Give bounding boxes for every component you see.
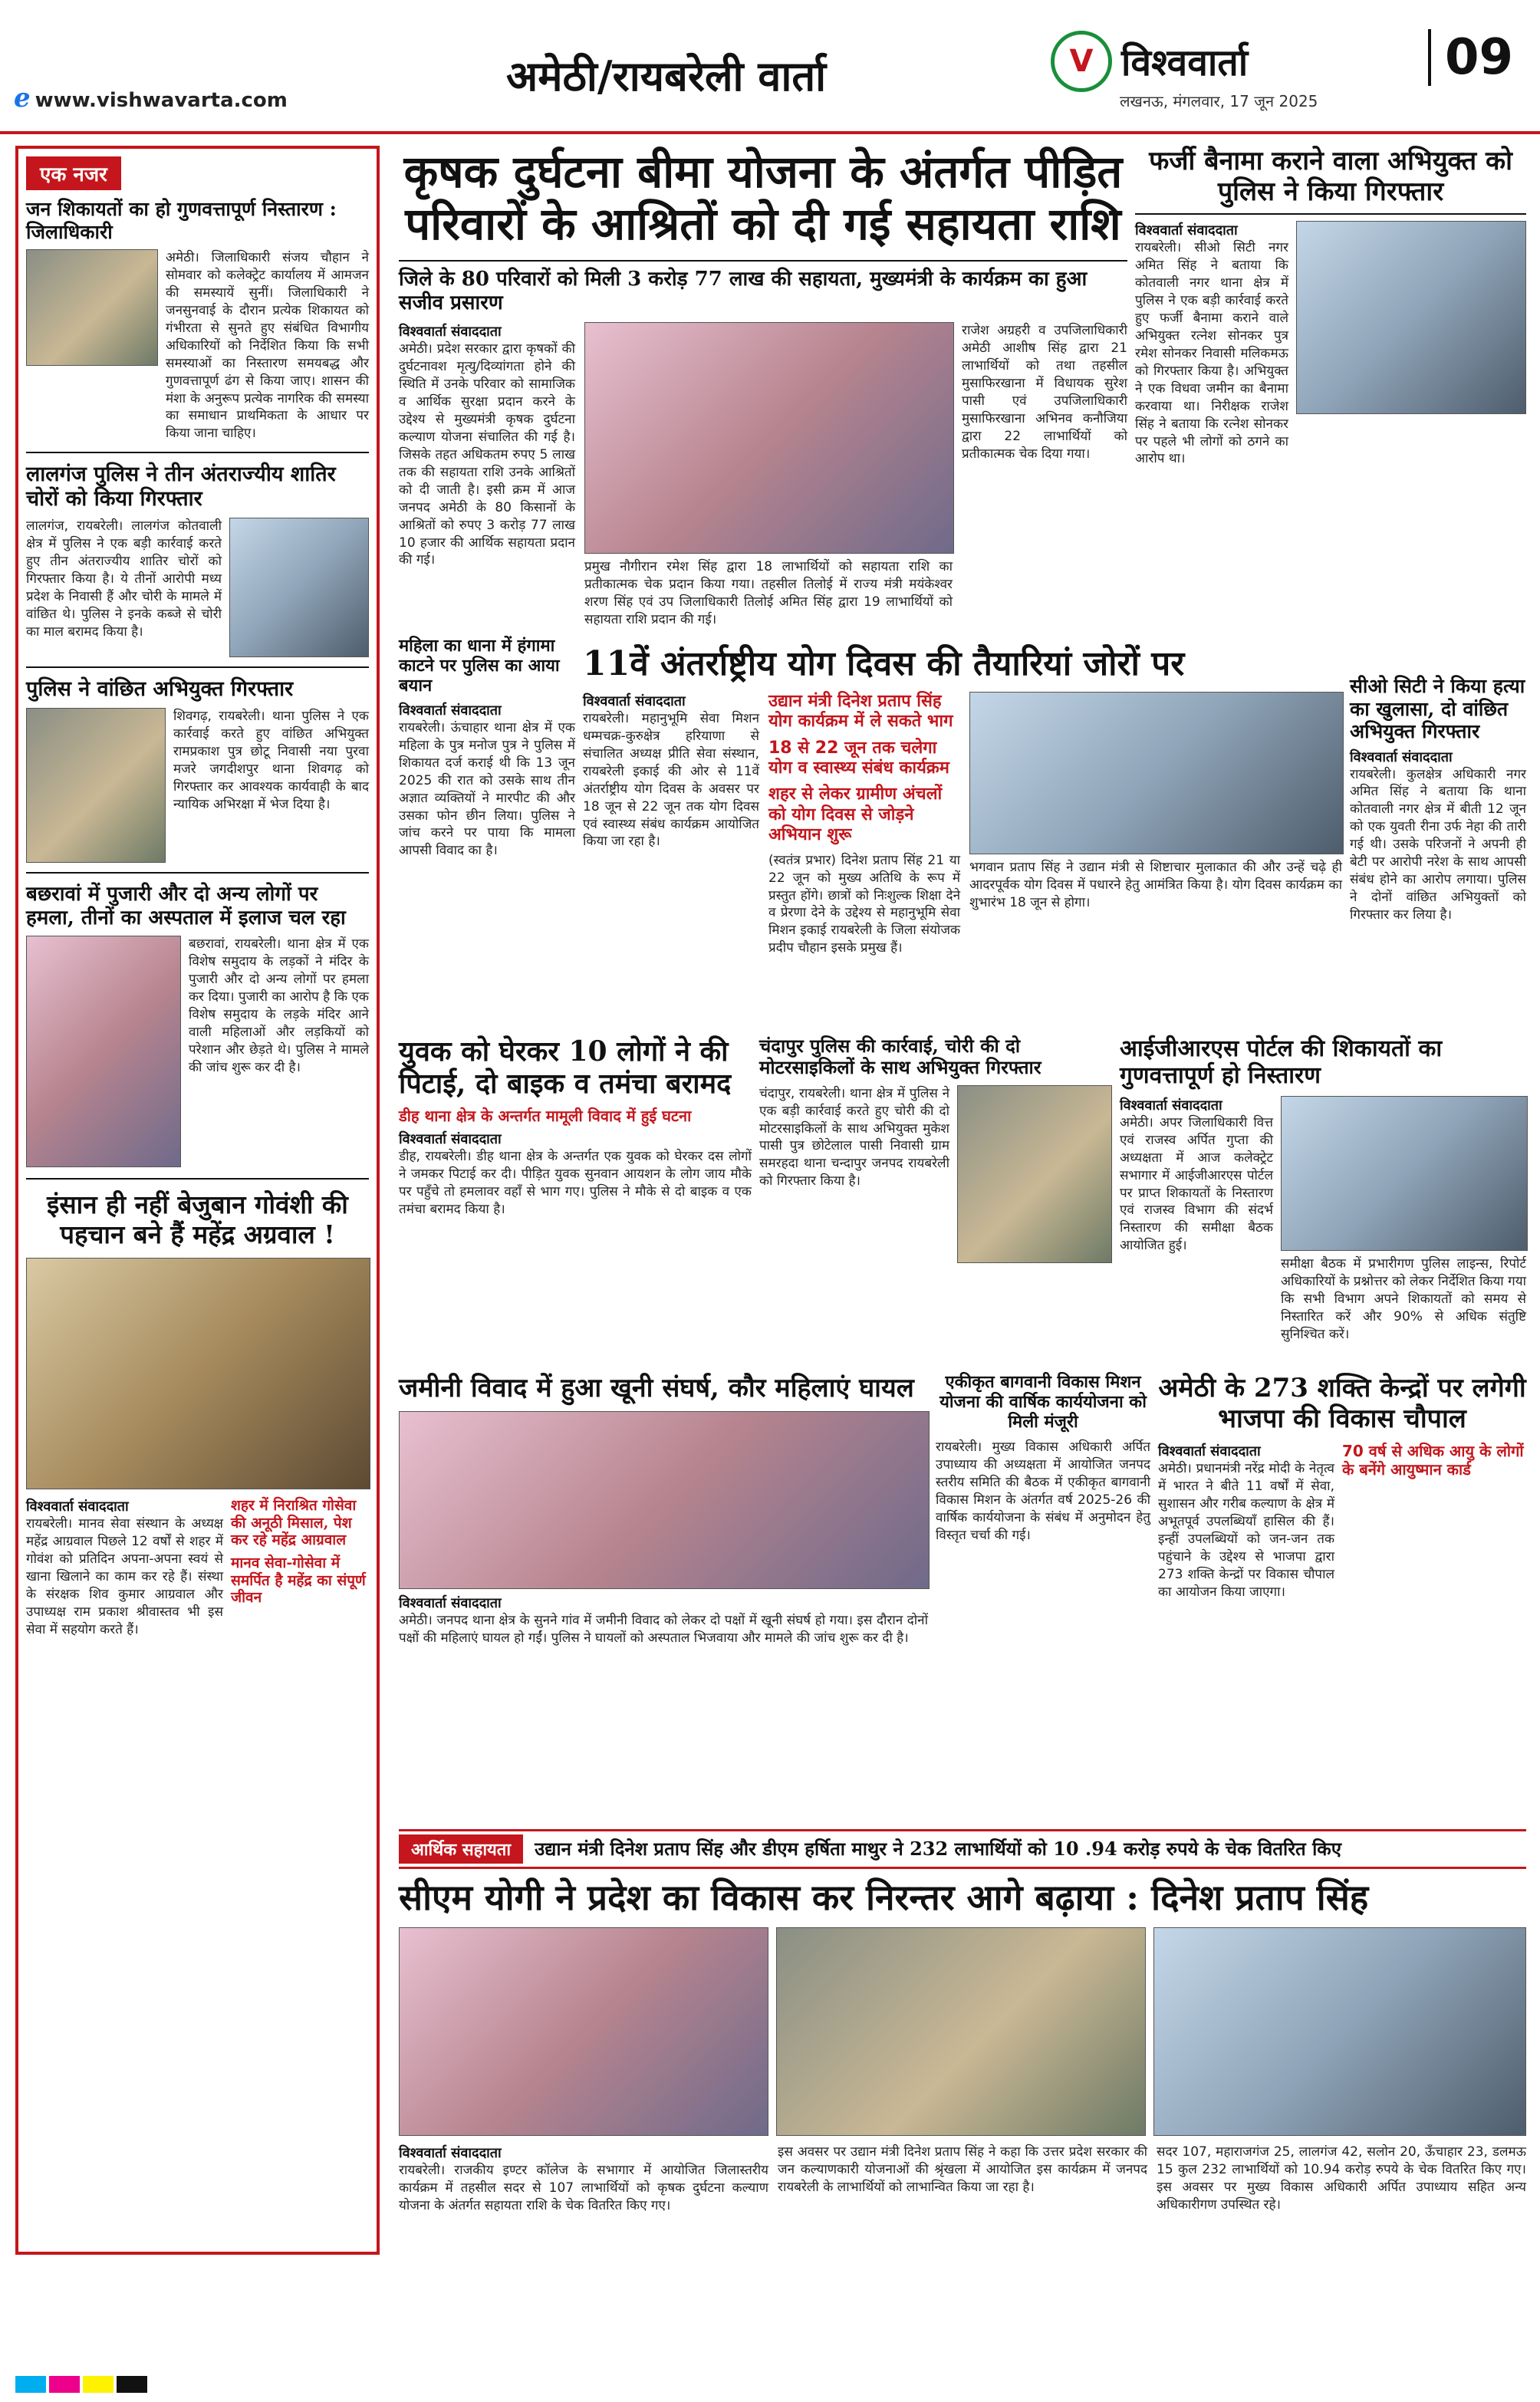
- magenta-swatch: [49, 2376, 80, 2393]
- bottom-headline: सीएम योगी ने प्रदेश का विकास कर निरन्तर आगे बढ़ाया : दिनेश प्रताप सिंह: [399, 1877, 1369, 1918]
- news-title: जन शिकायतों का हो गुणवत्तापूर्ण निस्तारण : जिलाधिकारी: [26, 198, 337, 243]
- news-title: युवक को घेरकर 10 लोगों ने की पिटाई, दो बाइक व तमंचा बरामद: [399, 1035, 732, 1101]
- news-body: रायबरेली। मानव सेवा संस्थान के अध्यक्ष महेंद्र आग्रवाल पिछले 12 वर्षों से शहर में गोवंश को प्रतिदिन अपना-अपना स्वयं से खाना खिलाने का काम कर रहे हैं। संस्था के संरक्षक शिव कुमार आग्रवाल और उपाध्यक्ष राम प्रकाश श्रीवास्तव भी इस सेवा में सहयोग करते हैं।: [26, 1516, 223, 1637]
- subhead-bullet: डीह थाना क्षेत्र के अन्तर्गत मामूली विवाद में हुई घटना: [399, 1106, 692, 1125]
- black-swatch: [117, 2376, 147, 2393]
- news-body: अमेठी। प्रदेश सरकार द्वारा कृषकों की दुर्घटनावश मृत्यु/दिव्यांगता होने की स्थिति में उनके परिवार को सामाजिक व आर्थिक सुरक्षा प्रदान करने के उद्देश्य से मुख्यमंत्री कृषक दुर्घटना कल्याण योजना संचालित की गई है। जिसके तहत अधिकतम रुपए 5 लाख तक की सहायता राशि उनके आश्रितों को दी जाती है। इसी क्रम में आज जनपद अमेठी के 80 किसानों के आश्रितों को रुपए 3 करोड़ 77 लाख 10 हजार की आर्थिक सहायता प्रदान की गई।: [399, 341, 575, 568]
- banner-text: उद्यान मंत्री दिनेश प्रताप सिंह और डीएम हर्षिता माथुर ने 232 लाभार्थियों को 10 .94 करोड़ रुपये के चेक वितरित किए: [535, 1838, 1342, 1860]
- news-body: अमेठी। अपर जिलाधिकारी वित्त एवं राजस्व अर्पित गुप्ता की अध्यक्षता में आज कलेक्ट्रेट सभागार में आईजीआरएस पोर्टल पर प्राप्त शिकायतों के निस्तारण एवं राजस्व विभाग की संदर्भ निस्तारण की समीक्षा बैठक आयोजित हुई।: [1120, 1114, 1273, 1254]
- news-body: बछरावां, रायबरेली। थाना क्षेत्र में एक विशेष समुदाय के लड़कों ने मंदिर के पुजारी और दो अन्य लोगों पर हमला कर दिया। पुजारी का आरोप है कि एक विशेष समुदाय के लड़के मंदिर आने वाली महिलाओं और लड़कियों को परेशान और छेड़ते थे। पुलिस ने मामले की जांच शुरू कर दी है।: [189, 936, 369, 1075]
- horti-story: [936, 1373, 1150, 1544]
- shakti-story: [1158, 1373, 1526, 1601]
- byline: विश्ववार्ता संवाददाता: [399, 324, 502, 341]
- logo-mark: V: [1051, 31, 1112, 92]
- yellow-swatch: [83, 2376, 114, 2393]
- news-body: रायबरेली। मुख्य विकास अधिकारी अर्पित उपाध्याय की अध्यक्षता में आयोजित जनपद स्तरीय समिति की बैठक में एकीकृत बागवानी विकास मिशन के अंतर्गत वर्ष 2025-26 की वार्षिक कार्ययोजना के संबंध में अनुमोदन हेतु विस्तृत चर्चा की गई।: [936, 1439, 1150, 1543]
- news-body: रायबरेली। सीओ सिटी नगर अमित सिंह ने बताया कि कोतवाली नगर थाना क्षेत्र में पुलिस ने एक बड़ी कार्रवाई करते हुए फर्जी बैनामा कराने वाले अभियुक्त रत्नेश सोनकर पुत्र रमेश सोनकर निवासी मलिकमऊ को गिरफ्तार किया है। अभियुक्त ने एक विधवा जमीन का बैनामा करवाया था। निरीक्षक राजेश सिंह ने बताया कि रत्नेश सोनकर पर पहले भी लोगों को ठगने का आरोप था।: [1135, 240, 1288, 467]
- news-body: अमेठी। जनपद थाना क्षेत्र के सुनने गांव में जमीनी विवाद को लेकर दो पक्षों में खूनी संघर्ष हो गया। इस दौरान दोनों पक्षों की महिलाएं घायल हो गईं। पुलिस ने घायलों को अस्पताल भिजवाया और मामले की जांच शुरू कर दी है।: [399, 1613, 928, 1647]
- fraud-story: [1135, 146, 1526, 468]
- news-title: फर्जी बैनामा कराने वाला अभियुक्त को पुलिस ने किया गिरफ्तार: [1149, 146, 1512, 208]
- theft-photo: [957, 1085, 1112, 1263]
- section-title: अमेठी/रायबरेली वार्ता: [506, 51, 827, 100]
- print-color-bar: [0, 2370, 1540, 2400]
- news-photo: [26, 249, 158, 366]
- cyan-swatch: [15, 2376, 46, 2393]
- news-photo: [229, 518, 369, 657]
- news-body: रायबरेली। ऊंचाहार थाना क्षेत्र में एक महिला के पुत्र मनोज पुत्र ने पुलिस में शिकायत दर्ज कराई थी कि 13 जून 2025 की रात को उसके साथ तीन अज्ञात व्यक्तियों ने मारपीट की और उसका फोन छीन लिया। पुलिस ने जांच करने पर पाया कि मामला आपसी विवाद का है।: [399, 719, 575, 859]
- section-tag: एक नजर: [26, 156, 121, 190]
- news-title: जमीनी विवाद में हुआ खूनी संघर्ष, कौर महिलाएं घायल: [399, 1373, 914, 1403]
- news-title: अमेठी के 273 शक्ति केन्द्रों पर लगेगी भाजपा की विकास चौपाल: [1158, 1373, 1526, 1435]
- news-title: पुलिस ने वांछित अभियुक्त गिरफ्तार: [26, 677, 294, 702]
- news-title: महिला का धाना में हंगामा काटने पर पुलिस का आया बयान: [399, 636, 560, 696]
- mob-story: [399, 637, 575, 860]
- subhead-bullet: 70 वर्ष से अधिक आयु के लोगों के बनेंगे आयुष्मान कार्ड: [1342, 1442, 1524, 1479]
- news-title: लालगंज पुलिस ने तीन अंतराज्यीय शातिर चोरों को किया गिरफ्तार: [26, 462, 336, 512]
- news-title: इंसान ही नहीं बेजुबान गोवंशी की पहचान बने हैं महेंद्र अग्रवाल !: [47, 1189, 348, 1250]
- yoga-photo: [969, 692, 1344, 854]
- news-body: सदर 107, महाराजगंज 25, लालगंज 42, सलोन 20, ऊँचाहार 23, डलमऊ 15 कुल 232 लाभार्थियों को 10.94 करोड़ रुपये के चेक वितरित किए गए। इस अवसर पर मुख्य विकास अधिकारी अर्पित उपाध्याय सहित अन्य अधिकारीगण उपस्थित रहे।: [1157, 2144, 1526, 2213]
- news-body: रायबरेली। कुलक्षेत्र अधिकारी नगर अमित सिंह ने बताया कि थाना कोतवाली नगर क्षेत्र में बीती 12 जून को एक युवती रीना उर्फ नेहा की तारी गई थी। उसके परिजनों ने अपनी ही बेटी पर आरोपी नरेश के साथ आपसी संबंध होने का आरोप लगाया। पुलिस ने दोनों वांछित अभियुक्तों को गिरफ्तार कर लिया है।: [1350, 766, 1526, 923]
- injured-photo: [399, 1411, 930, 1589]
- cheque-photo: [399, 1927, 768, 2136]
- igrs-story: [1120, 1035, 1526, 1343]
- dateline: लखनऊ, मंगलवार, 17 जून 2025: [1120, 92, 1318, 110]
- browser-e-icon: ℯ: [14, 83, 31, 114]
- news-photo: [26, 936, 181, 1167]
- logo: [1051, 31, 1248, 92]
- news-title: एकीकृत बागवानी विकास मिशन योजना की वार्षिक कार्ययोजना को मिली मंजूरी: [939, 1372, 1147, 1432]
- news-body: (स्वतंत्र प्रभार) दिनेश प्रताप सिंह 21 या 22 जून को मुख्य अतिथि के रूप में प्रस्तुत होंगे। छात्रों को निःशुल्क शिक्षा देने व प्रेरणा देने के उद्देश्य से महानुभूमि सेवा मिशन इकाई रायबरेली के जिला संयोजक प्रदीप चौहान इसके प्रमुख हैं।: [768, 852, 960, 956]
- lead-subhead: जिले के 80 परिवारों को मिली 3 करोड़ 77 लाख की सहायता, मुख्यमंत्री के कार्यक्रम का हुआ सजीव प्रसारण: [399, 260, 1127, 314]
- subhead-bullet: शहर से लेकर ग्रामीण अंचलों को योग दिवस से जोड़ने अभियान शुरू: [768, 785, 943, 845]
- murder-story: [1350, 675, 1526, 924]
- subhead-bullet: मानव सेवा-गोसेवा में समर्पित है महेंद्र का संपूर्ण जीवन: [231, 1555, 366, 1607]
- page-number: 09: [1428, 29, 1513, 86]
- news-body: रायबरेली। राजकीय इण्टर कॉलेज के सभागार में आयोजित जिलास्तरीय कार्यक्रम में तहसील सदर से 107 लाभार्थियों को कृषक दुर्घटना कल्याण योजना के अंतर्गत सहायता राशि के चेक वितरित किए गए।: [399, 2163, 768, 2214]
- arrest-photo: [1296, 221, 1526, 414]
- site-url-text: www.vishwavarta.com: [35, 89, 288, 112]
- cow-photo: [26, 1258, 370, 1489]
- logo-name: विश्ववार्ता: [1121, 41, 1249, 84]
- byline: विश्ववार्ता संवाददाता: [583, 693, 686, 709]
- news-body: चंदापुर, रायबरेली। थाना क्षेत्र में पुलिस ने एक बड़ी कार्रवाई करते हुए चोरी की दो मोटरसाइकिलों के साथ अभियुक्त मुकेश पासी पुत्र छोटेलाल पासी निवासी ग्राम समरहदा थाना चन्दापुर जनपद रायबरेली को गिरफ्तार किया है।: [759, 1085, 949, 1189]
- ceremony-photo: [584, 322, 954, 554]
- news-photo: [26, 708, 166, 863]
- news-title: बछरावां में पुजारी और दो अन्य लोगों पर हमला, तीनों का अस्पताल में इलाज चल रहा: [26, 882, 346, 930]
- subhead-bullet: उद्यान मंत्री दिनेश प्रताप सिंह योग कार्यक्रम में ले सकते भाग: [768, 691, 953, 732]
- yoga-story: [583, 644, 1342, 957]
- news-title: आईजीआरएस पोर्टल की शिकायतों का गुणवत्तापूर्ण हो निस्तारण: [1120, 1035, 1443, 1090]
- left-column: [15, 146, 380, 2255]
- theft-story: [759, 1035, 1112, 1263]
- audience-photo: [1153, 1927, 1526, 2136]
- byline: विश्ववार्ता संवाददाता: [1350, 749, 1453, 765]
- site-url[interactable]: [14, 83, 288, 114]
- lead-story: [399, 146, 1127, 629]
- byline: विश्ववार्ता संवाददाता: [1158, 1443, 1261, 1460]
- news-title: सीओ सिटी ने किया हत्या का खुलासा, दो वांछित अभियुक्त गिरफ्तार: [1350, 675, 1525, 742]
- banner-tag: आर्थिक सहायता: [399, 1834, 523, 1864]
- subhead-bullet: 18 से 22 जून तक चलेगा योग व स्वास्थ्य संबंध कार्यक्रम: [768, 738, 949, 778]
- news-body: इस अवसर पर उद्यान मंत्री दिनेश प्रताप सिंह ने कहा कि उत्तर प्रदेश सरकार की जन कल्याणकारी योजनाओं की श्रृंखला में आयोजित इस कार्यक्रम में जनपद रायबरेली के लाभार्थियों को लाभान्वित किया जा रहा है।: [778, 2144, 1147, 2196]
- lead-headline: कृषक दुर्घटना बीमा योजना के अंतर्गत पीड़ित परिवारों के आश्रितों को दी गई सहायता राशि: [403, 146, 1123, 251]
- byline: विश्ववार्ता संवाददाता: [399, 2145, 502, 2162]
- land-story: [399, 1373, 928, 1647]
- news-body: अमेठी। जिलाधिकारी संजय चौहान ने सोमवार को कलेक्ट्रेट कार्यालय में आमजन की समस्यायें सुनीं। जिलाधिकारी ने जनसुनवाई के दौरान प्रत्येक शिकायत को गंभीरता से सुनते हुए संबंधित विभागीय अधिकारियों को निर्देशित किया कि सभी समस्याओं का निस्तारण समयबद्ध और गुणवत्तापूर्ण ढंग से किया जाए। शासन की मंशा के अनुरूप प्रत्येक नागरिक की समस्या का समाधान प्राथमिकता के आधार पर किया जाना चाहिए।: [166, 250, 369, 442]
- news-body: भगवान प्रताप सिंह ने उद्यान मंत्री से शिष्टाचार मुलाकात की और उन्हें चढ़े ही आदरपूर्वक योग दिवस में पधारने हेतु आमंत्रित किया है। योग दिवस कार्यक्रम का शुभारंभ 18 जून से होगा।: [969, 859, 1342, 910]
- news-body: अमेठी। प्रधानमंत्री नरेंद्र मोदी के नेतृत्व में भारत ने बीते 11 वर्षों में सेवा, सुशासन और गरीब कल्याण के क्षेत्र में अभूतपूर्व उपलब्धियाँ हासिल की हैं। इन्हीं उपलब्धियों को जन-जन तक पहुंचाने के उद्देश्य से भाजपा द्वारा 273 शक्ति केन्द्रों पर विकास चौपाल का आयोजन किया जाएगा।: [1158, 1461, 1334, 1600]
- byline: विश्ववार्ता संवाददाता: [1135, 222, 1238, 239]
- beneficiaries-photo: [776, 1927, 1146, 2136]
- meeting-photo: [1281, 1096, 1528, 1251]
- news-body: राजेश अग्रहरी व उपजिलाधिकारी अमेठी आशीष सिंह द्वारा 21 लाभार्थियों को तथा तहसील मुसाफिरखाना में विधायक सुरेश पासी एवं उपजिलाधिकारी मुसाफिरखाना अभिनव कनौजिया द्वारा 22 लाभार्थियों को प्रतीकात्मक चेक दिया गया।: [962, 323, 1127, 462]
- news-body: लालगंज, रायबरेली। लालगंज कोतवाली क्षेत्र में पुलिस ने एक बड़ी कार्रवाई करते हुए तीन अंतराज्यीय शातिर चोरों को गिरफ्तार किया है। ये तीनों आरोपी मध्य प्रदेश के निवासी हैं और चोरी के मामले में वांछित थे। पुलिस ने इनके कब्जे से चोरी का माल बरामद किया है।: [26, 518, 222, 640]
- news-title: चंदापुर पुलिस की कार्रवाई, चोरी की दो मोटरसाइकिलों के साथ अभियुक्त गिरफ्तार: [759, 1035, 1041, 1079]
- byline: विश्ववार्ता संवाददाता: [1120, 1097, 1222, 1114]
- byline: विश्ववार्ता संवाददाता: [399, 702, 502, 719]
- news-title: 11वें अंतर्राष्ट्रीय योग दिवस की तैयारियां जोरों पर: [583, 644, 1185, 683]
- news-body: समीक्षा बैठक में प्रभारीगण पुलिस लाइन्स, रिपोर्ट अधिकारियों के प्रश्नोत्तर को लेकर निर्देशित किया गया कि सभी विभाग अपने शिकायतों को समय से निस्तारित करें और 90% से अधिक संतुष्टि सुनिश्चित करें।: [1281, 1255, 1526, 1342]
- news-body: प्रमुख नौगीरान रमेश सिंह द्वारा 18 लाभार्थियों को सहायता राशि का प्रतीकात्मक चेक प्रदान किया गया। तहसील तिलोई में राज्य मंत्री मयंकेश्वर शरण सिंह एवं उप जिलाधिकारी तिलोई अमित सिंह द्वारा 19 लाभार्थियों को सहायता राशि प्रदान की गई।: [584, 559, 953, 628]
- byline: विश्ववार्ता संवाददाता: [399, 1130, 502, 1147]
- subhead-bullet: शहर में निराश्रित गोसेवा की अनूठी मिसाल, पेश कर रहे महेंद्र आग्रवाल: [231, 1497, 357, 1548]
- byline: विश्ववार्ता संवाददाता: [399, 1595, 502, 1612]
- byline: विश्ववार्ता संवाददाता: [26, 1499, 129, 1515]
- bottom-story: [399, 1829, 1526, 2215]
- news-body: डीह, रायबरेली। डीह थाना क्षेत्र के अन्तर्गत एक युवक को घेरकर दस लोगों ने जमकर पिटाई कर दी। पीड़ित युवक सुनवान आयशन के लोग जाय मौके पर पहुँचे तो हमलावर वहाँ से भाग गए। पुलिस ने मौके से दो बाइक व एक तमंचा बरामद किया है।: [399, 1148, 752, 1217]
- youth-story: [399, 1035, 752, 1219]
- news-body: रायबरेली। महानुभूमि सेवा मिशन धम्मचक्र-कुरुक्षेत्र हरियाणा से संचालित अध्यक्ष प्रीति सेवा संस्थान, रायबरेली इकाई की ओर से 11वें अंतर्राष्ट्रीय योग दिवस के अवसर पर 18 जून से 22 जून तक योग दिवस एवं स्वास्थ्य संबंध कार्यक्रम आयोजित किया जा रहा है।: [583, 710, 759, 850]
- news-body: शिवगढ़, रायबरेली। थाना पुलिस ने एक कार्रवाई करते हुए वांछित अभियुक्त रामप्रकाश पुत्र छोटू निवासी नया पुरवा मजरे जगदीशपुर थाना शिवगढ़ को गिरफ्तार कर आवश्यक कार्यवाही के बाद न्यायिक अभिरक्षा में भेज दिया है।: [173, 708, 369, 812]
